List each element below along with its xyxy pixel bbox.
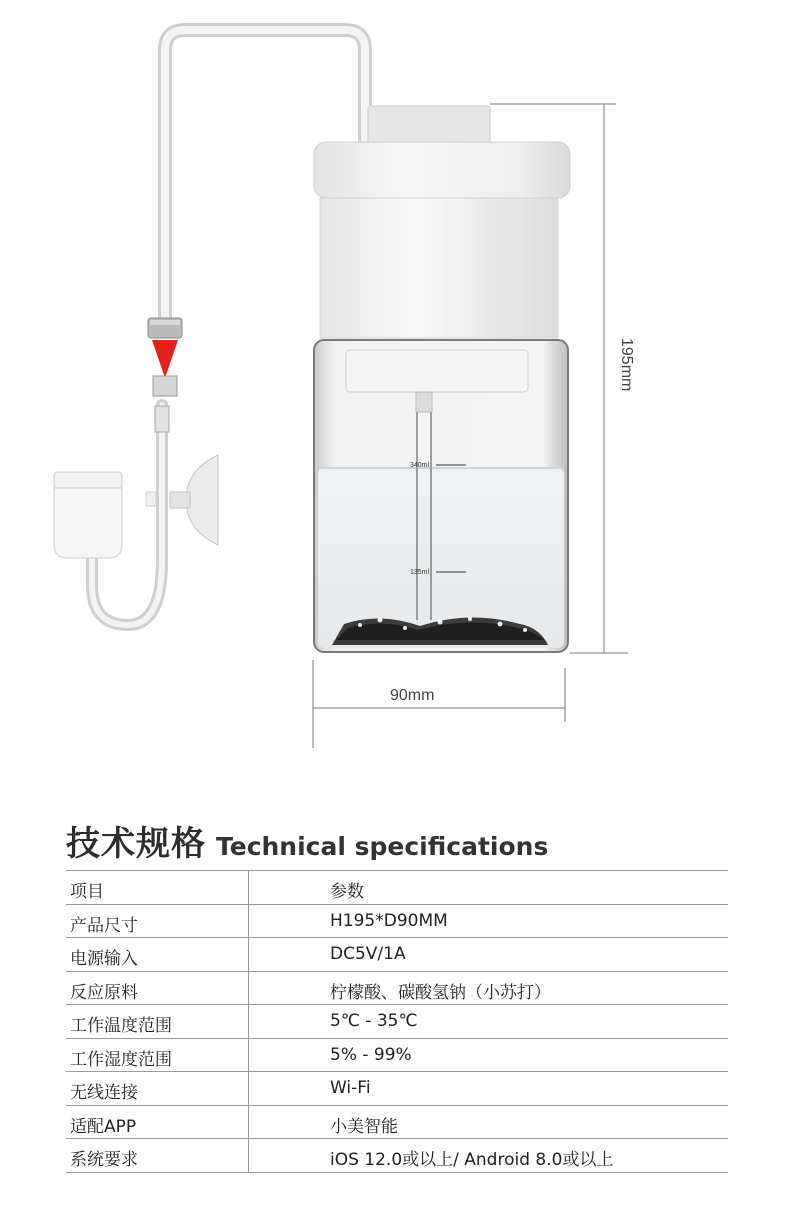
spec-row-wireless [66, 1072, 728, 1106]
height-label: 195mm [618, 338, 635, 392]
generator-unit [314, 106, 570, 652]
column-divider [248, 1039, 249, 1072]
column-divider [248, 1139, 249, 1172]
column-divider [248, 938, 249, 971]
spec-value: H195*D90MM [330, 910, 448, 931]
spec-key: 适配APP [70, 1116, 137, 1137]
spec-key: 工作湿度范围 [70, 1049, 172, 1070]
column-divider [248, 905, 249, 938]
spec-key: 项目 [70, 882, 104, 902]
spec-row-materials [66, 972, 728, 1006]
spec-value: 参数 [330, 882, 364, 902]
spec-value: Wi-Fi [330, 1078, 371, 1098]
column-divider [248, 871, 249, 904]
section-heading [66, 816, 548, 865]
spec-row-temperature [66, 1005, 728, 1039]
spec-key: 工作温度范围 [70, 1016, 172, 1036]
column-divider [248, 1106, 249, 1139]
column-divider [248, 1005, 249, 1038]
spec-key: 产品尺寸 [70, 915, 138, 936]
spec-row-power [66, 938, 728, 972]
spec-key: 电源输入 [70, 949, 138, 969]
width-dimension [313, 660, 565, 748]
mark-340ml: 340ml [410, 462, 430, 469]
heading-cn: 技术规格 [66, 824, 206, 864]
width-label: 90mm [390, 687, 435, 704]
mark-135ml: 135ml [410, 569, 430, 576]
spec-key: 系统要求 [70, 1150, 138, 1170]
spec-row-system [66, 1139, 728, 1173]
spec-value: DC5V/1A [330, 944, 406, 964]
spec-value: 柠檬酸、碳酸氢钠（小苏打） [330, 982, 551, 1003]
check-valve [148, 318, 182, 432]
spec-table [66, 870, 728, 1173]
spec-row-app [66, 1106, 728, 1140]
column-divider [248, 972, 249, 1005]
spec-value: 5℃ - 35℃ [330, 1011, 418, 1031]
spec-key: 无线连接 [70, 1083, 138, 1103]
co2-diffuser [54, 472, 122, 558]
spec-value: 小美智能 [330, 1116, 398, 1137]
spec-row-humidity [66, 1039, 728, 1073]
spec-row-header [66, 871, 728, 905]
spec-value: iOS 12.0或以上/ Android 8.0或以上 [330, 1150, 614, 1170]
column-divider [248, 1072, 249, 1105]
spec-key: 反应原料 [70, 982, 138, 1003]
spec-value: 5% - 99% [330, 1044, 412, 1065]
heading-en: Technical specifications [216, 832, 549, 861]
spec-row-size [66, 905, 728, 939]
